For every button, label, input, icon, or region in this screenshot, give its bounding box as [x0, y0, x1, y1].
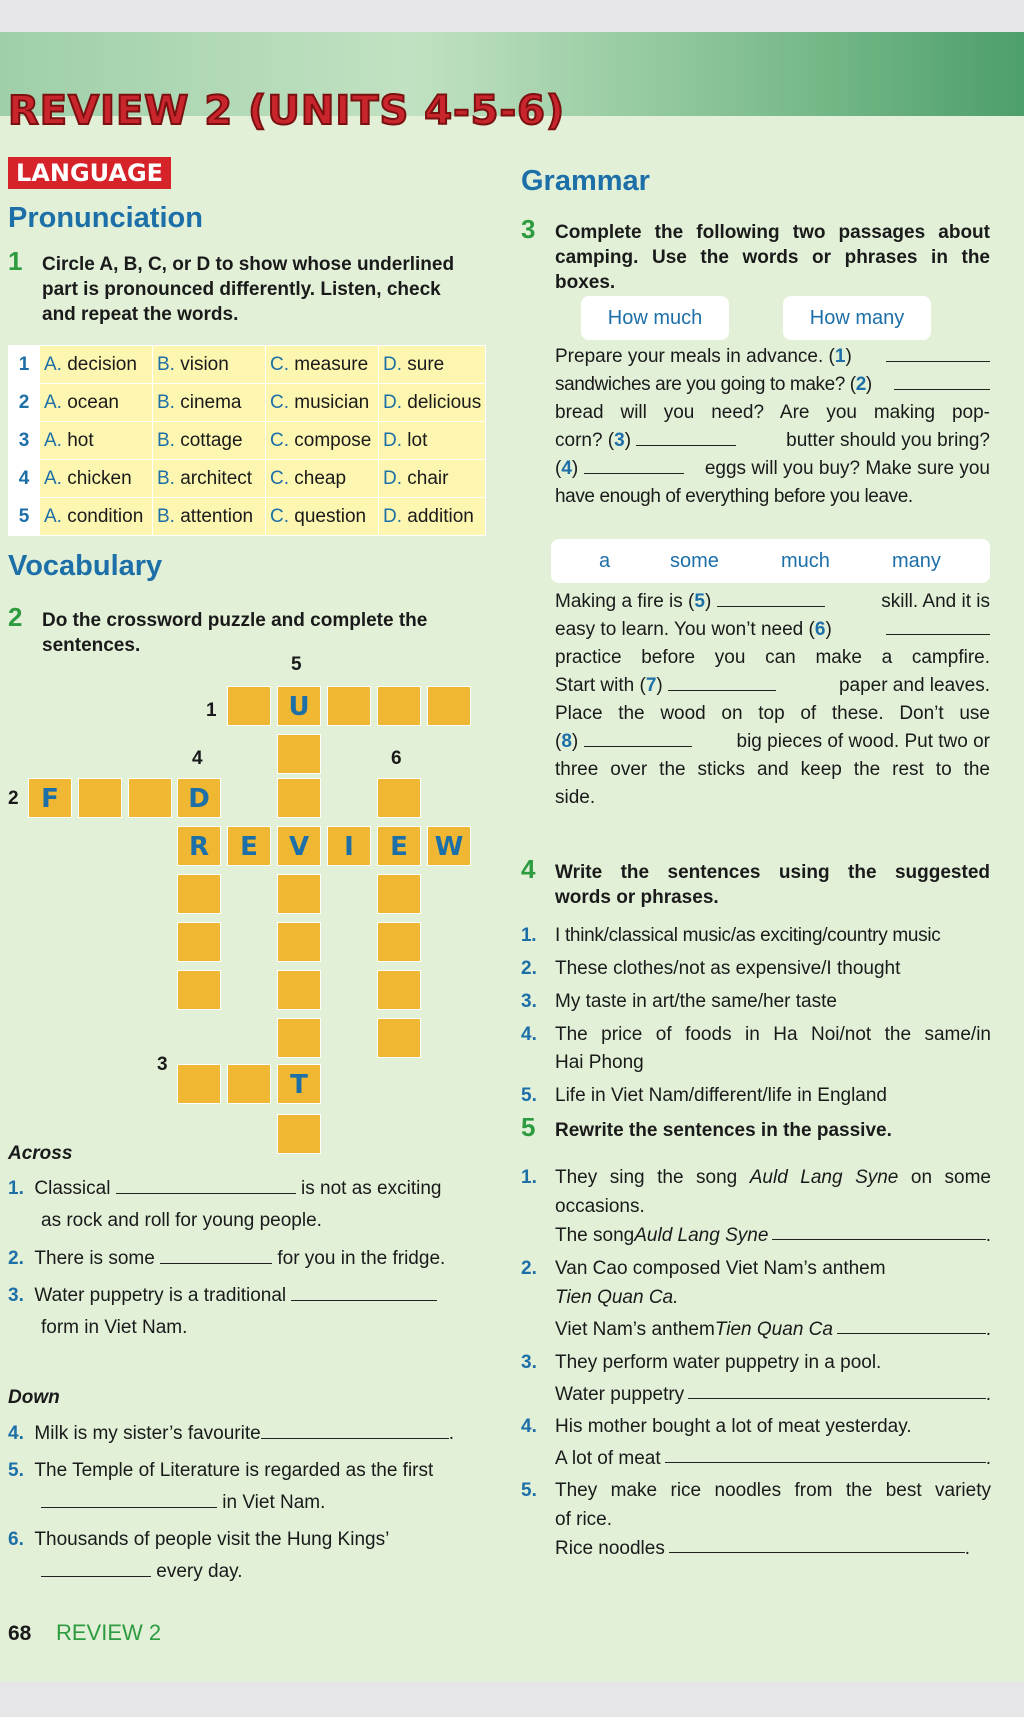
row-number: 2: [9, 384, 40, 422]
option-letter: C.: [270, 505, 295, 527]
answer-option-c[interactable]: [266, 384, 379, 422]
list-item: 5. They make rice noodles from the best variety: [521, 1480, 991, 1501]
clue-number-3: 3: [157, 1054, 168, 1075]
exercise-2-instruction: Do the crossword puzzle and complete the sentences.: [42, 610, 428, 656]
option-letter: A.: [44, 429, 68, 451]
answer-blank[interactable]: [688, 1380, 986, 1399]
option-letter: C.: [270, 467, 295, 489]
crossword-cell[interactable]: [128, 778, 172, 818]
answer-option-a[interactable]: [40, 460, 153, 498]
answer-option-a[interactable]: [40, 422, 153, 460]
row-number: 4: [9, 460, 40, 498]
answer-blank[interactable]: [41, 1558, 151, 1577]
down-clue-4: 4. Milk is my sister’s favourite .: [8, 1420, 478, 1448]
list-item: 2. These clothes/not as expensive/I thought: [521, 958, 901, 979]
crossword-cell[interactable]: E: [227, 826, 271, 866]
crossword-cell[interactable]: [327, 686, 371, 726]
option-word: musician: [294, 391, 370, 413]
down-clue-5: 5. The Temple of Literature is regarded as the first in Viet Nam.: [8, 1460, 434, 1513]
passage-1: Prepare your meals in advance. ( 1 ) sandwiches are you going to make? ( 2 ) bread will you need? Are you making pop- corn? ( 3 ) butter should you bring? ( 4 ) eggs will you buy? Make sure you have enough of everything before you leave.: [555, 343, 990, 511]
language-badge: LANGUAGE: [8, 157, 171, 189]
option-word: cheap: [294, 467, 347, 489]
crossword-cell[interactable]: [277, 1018, 321, 1058]
crossword-cell[interactable]: [227, 1064, 271, 1104]
option-word: chicken: [67, 467, 132, 489]
row-number: 5: [9, 498, 40, 536]
option-word: cinema: [180, 391, 242, 413]
option-letter: D.: [383, 429, 408, 451]
option-letter: C.: [270, 391, 295, 413]
answer-option-a[interactable]: [40, 498, 153, 536]
crossword-cell[interactable]: [177, 922, 221, 962]
crossword-cell[interactable]: [377, 778, 421, 818]
row-number: 3: [9, 422, 40, 460]
exercise-4-instruction: Write the sentences using the suggested words or phrases.: [555, 862, 990, 908]
option-letter: D.: [383, 505, 408, 527]
exercise-number-5: 5: [521, 1112, 536, 1142]
exercise-4-list: 1. I think/classical music/as exciting/country music 2. These clothes/not as expensive/I thought 3. My taste in art/the same/her taste 4. The price of foods in Ha Noi/not the same/in Hai Phong 5. Life in Viet Nam/different/life in England: [521, 922, 991, 1115]
option-letter: D.: [383, 353, 408, 375]
answer-option-b[interactable]: [153, 346, 266, 384]
answer-blank[interactable]: [160, 1245, 272, 1264]
pronunciation-heading: Pronunciation: [8, 202, 203, 234]
answer-blank[interactable]: [668, 672, 776, 691]
crossword-cell[interactable]: V: [277, 826, 321, 866]
across-label: Across: [8, 1143, 73, 1164]
textbook-page: [0, 32, 1024, 1682]
crossword-cell[interactable]: [227, 686, 271, 726]
crossword-cell[interactable]: W: [427, 826, 471, 866]
crossword-cell[interactable]: [177, 970, 221, 1010]
clue-number-4: 4: [192, 748, 203, 769]
clue-number-5: 5: [291, 654, 302, 675]
passage-2: Making a fire is ( 5 ) skill. And it is easy to learn. You won’t need ( 6 ) practice before you can make a campfire. Start with ( 7 ) paper and leaves. Place the wood on top of these. Don’t use ( 8 ) big pieces of wood. Put two or three over the sticks and keep the rest to the side.: [555, 588, 990, 812]
exercise-number-1: 1: [8, 246, 23, 276]
table-row: [9, 346, 486, 384]
list-item: 3. My taste in art/the same/her taste: [521, 991, 837, 1012]
table-row: [9, 498, 486, 536]
crossword-cell[interactable]: [78, 778, 122, 818]
option-letter: B.: [157, 391, 181, 413]
answer-blank[interactable]: [717, 588, 825, 607]
answer-option-b[interactable]: [153, 422, 266, 460]
answer-option-d[interactable]: [379, 498, 486, 536]
answer-blank[interactable]: [669, 1534, 965, 1553]
crossword-cell[interactable]: U: [277, 686, 321, 726]
word-box-how-many: How many: [783, 296, 931, 340]
answer-blank[interactable]: [584, 728, 692, 747]
answer-option-c[interactable]: [266, 498, 379, 536]
exercise-number-3: 3: [521, 214, 536, 244]
exercise-5-list: 1. They sing the song Auld Lang Syne on some occasions. The song Auld Lang Syne . 2. Van Cao composed Viet Nam’s anthem Tien Quan Ca. Viet Nam’s anthem Tien Quan Ca . 3. They perform water puppetry in a pool. Water puppetry . 4. His mother bought a lot of meat yesterday. A lot of meat . 5. They make rice noodles from the best variety of rice. Rice noodles .: [521, 1163, 991, 1563]
option-word: addition: [407, 505, 474, 527]
crossword-cell[interactable]: [277, 970, 321, 1010]
answer-option-b[interactable]: [153, 498, 266, 536]
option-word: measure: [294, 353, 369, 375]
table-row: [9, 422, 486, 460]
word-box-quantifiers: a some much many: [551, 539, 990, 583]
option-word: question: [294, 505, 367, 527]
option-letter: A.: [44, 391, 68, 413]
answer-option-c[interactable]: [266, 346, 379, 384]
grammar-heading: Grammar: [521, 165, 650, 197]
option-word: cottage: [180, 429, 243, 451]
option-word: condition: [67, 505, 144, 527]
crossword-cell[interactable]: [277, 922, 321, 962]
exercise-number-4: 4: [521, 854, 536, 884]
list-item: 4. The price of foods in Ha Noi/not the same/in: [521, 1024, 991, 1045]
across-clue-3: 3. Water puppetry is a traditional form in Viet Nam.: [8, 1282, 478, 1342]
answer-blank[interactable]: [116, 1175, 296, 1194]
option-letter: C.: [270, 429, 295, 451]
answer-blank[interactable]: [584, 455, 684, 474]
vocabulary-heading: Vocabulary: [8, 550, 163, 582]
option-word: lot: [407, 429, 428, 451]
answer-option-d[interactable]: [379, 384, 486, 422]
crossword-cell[interactable]: [377, 1018, 421, 1058]
crossword-cell[interactable]: [177, 874, 221, 914]
crossword-cell[interactable]: E: [377, 826, 421, 866]
option-letter: A.: [44, 353, 68, 375]
crossword-cell[interactable]: R: [177, 826, 221, 866]
answer-option-c[interactable]: [266, 422, 379, 460]
option-word: delicious: [407, 391, 482, 413]
exercise-number-2: 2: [8, 602, 23, 632]
crossword-cell[interactable]: [277, 778, 321, 818]
list-item: 3. They perform water puppetry in a pool.: [521, 1352, 882, 1373]
answer-option-b[interactable]: [153, 384, 266, 422]
footer-label: REVIEW 2: [56, 1620, 162, 1645]
crossword-cell[interactable]: T: [277, 1064, 321, 1104]
option-letter: D.: [383, 467, 408, 489]
answer-blank[interactable]: [665, 1444, 986, 1463]
option-word: chair: [407, 467, 449, 489]
table-row: [9, 384, 486, 422]
crossword-cell[interactable]: [377, 970, 421, 1010]
answer-blank[interactable]: [886, 616, 990, 635]
crossword-cell[interactable]: [377, 874, 421, 914]
option-word: compose: [294, 429, 372, 451]
option-letter: A.: [44, 505, 68, 527]
exercise-5-instruction: Rewrite the sentences in the passive.: [555, 1120, 892, 1141]
answer-blank[interactable]: [636, 427, 736, 446]
list-item: 1. I think/classical music/as exciting/country music: [521, 925, 941, 946]
crossword-cell[interactable]: [177, 1064, 221, 1104]
row-number: 1: [9, 346, 40, 384]
clue-number-6: 6: [391, 748, 402, 769]
across-clue-1: 1. Classical is not as exciting as rock and roll for young people.: [8, 1175, 478, 1235]
crossword-cell[interactable]: D: [177, 778, 221, 818]
option-word: sure: [407, 353, 445, 375]
option-letter: B.: [157, 505, 181, 527]
answer-blank[interactable]: [261, 1420, 449, 1439]
exercise-1-instruction: Circle A, B, C, or D to show whose underlined part is pronounced differently. Listen, check and repeat the words.: [42, 254, 455, 325]
crossword-cell[interactable]: [277, 734, 321, 774]
answer-option-d[interactable]: [379, 346, 486, 384]
exercise-3-instruction: Complete the following two passages about camping. Use the words or phrases in the boxes.: [555, 222, 990, 293]
option-word: vision: [180, 353, 229, 375]
list-item: 5. Life in Viet Nam/different/life in England: [521, 1085, 887, 1106]
answer-option-a[interactable]: [40, 346, 153, 384]
crossword-cell[interactable]: [427, 686, 471, 726]
answer-option-d[interactable]: [379, 422, 486, 460]
list-item: 1. They sing the song Auld Lang Syne on some: [521, 1167, 991, 1188]
word-box-how-much: How much: [581, 296, 729, 340]
option-letter: B.: [157, 353, 181, 375]
answer-option-d[interactable]: [379, 460, 486, 498]
table-row: [9, 460, 486, 498]
option-letter: D.: [383, 391, 408, 413]
option-word: ocean: [67, 391, 120, 413]
crossword-cell[interactable]: [377, 686, 421, 726]
crossword-cell[interactable]: [277, 1114, 321, 1154]
across-clue-2: 2. There is some for you in the fridge.: [8, 1245, 478, 1273]
crossword-cell[interactable]: I: [327, 826, 371, 866]
answer-blank[interactable]: [41, 1489, 217, 1508]
crossword-cell[interactable]: [377, 922, 421, 962]
pronunciation-table: [8, 345, 486, 536]
answer-blank[interactable]: [291, 1282, 437, 1301]
answer-option-b[interactable]: [153, 460, 266, 498]
option-letter: C.: [270, 353, 295, 375]
answer-blank[interactable]: [886, 343, 990, 362]
page-title: REVIEW 2 (UNITS 4-5-6): [8, 88, 566, 134]
list-item: 2. Van Cao composed Viet Nam’s anthem: [521, 1258, 886, 1279]
clue-number-2: 2: [8, 788, 19, 809]
page-number: 68: [8, 1622, 32, 1645]
answer-option-c[interactable]: [266, 460, 379, 498]
down-clue-6: 6. Thousands of people visit the Hung Kings’ every day.: [8, 1529, 390, 1582]
answer-blank[interactable]: [772, 1221, 985, 1240]
clue-number-1: 1: [206, 700, 217, 721]
crossword-cell[interactable]: [277, 874, 321, 914]
option-word: architect: [180, 467, 253, 489]
option-letter: A.: [44, 467, 68, 489]
option-word: hot: [67, 429, 94, 451]
list-item: 4. His mother bought a lot of meat yesterday.: [521, 1416, 912, 1437]
option-word: decision: [67, 353, 137, 375]
answer-blank[interactable]: [894, 371, 990, 390]
answer-blank[interactable]: [837, 1315, 986, 1334]
crossword-cell[interactable]: F: [28, 778, 72, 818]
down-label: Down: [8, 1387, 60, 1408]
option-letter: B.: [157, 467, 181, 489]
option-word: attention: [180, 505, 254, 527]
answer-option-a[interactable]: [40, 384, 153, 422]
option-letter: B.: [157, 429, 181, 451]
